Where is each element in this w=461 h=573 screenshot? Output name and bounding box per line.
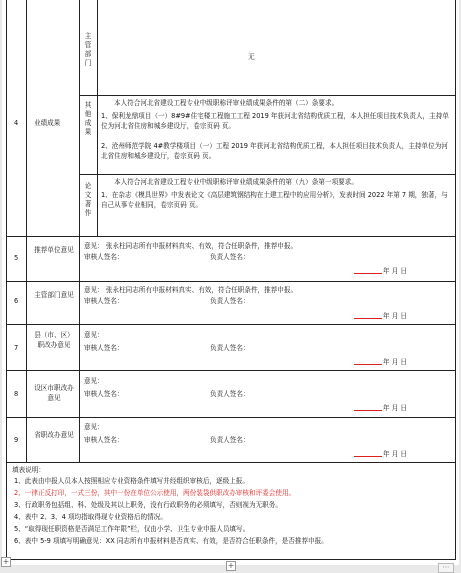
row-label: 县（市、区）职改办意见 (34, 331, 74, 349)
sub-label-dept: 主管部门 (84, 32, 92, 67)
dept-value: 无 (248, 53, 255, 61)
form-sheet (2, 0, 459, 565)
note-item: 6、表中 5-9 项填写明确意见：XX 同志所有申报材料是否真实、有效，是否符合任职条件，是否推荐申报。 (14, 537, 328, 545)
table-border-bottom (6, 559, 456, 560)
add-row-icon[interactable]: + (227, 561, 235, 570)
achievement-item: 2、沧州师范学院 4#教学楼项目（一）工程 2019 年获河北省结构优质工程，本人担任项目技术负责人，主持单位为河北省住房和城乡建设厅，卷宗页码 页。 (101, 142, 448, 160)
row-divider (6, 370, 456, 371)
sub-label-paper: 论文著作 (84, 182, 92, 217)
row-number: 4 (14, 119, 19, 127)
leader-signature-label: 负责人签名： (210, 436, 250, 444)
achievement-item: 1、保利龙鼎项目（一）8#9#住宅楼工程施工工程 2019 年获河北省结构优质工程，本人担任项目技术负责人，主持单位为河北省住房和城乡建设厅，卷宗页码 页。 (101, 112, 449, 130)
row-number: 5 (14, 254, 19, 262)
table-border-right (455, 0, 456, 560)
opinion-text: 意见： (84, 331, 104, 339)
date-field: 年 月 日 (383, 267, 407, 275)
row-number: 7 (14, 344, 19, 352)
date-field: 年 月 日 (383, 312, 407, 320)
reviewer-signature-label: 审核人签名： (84, 436, 124, 444)
row-label: 设区市职改办意见 (34, 384, 74, 402)
row-number: 8 (14, 390, 19, 398)
col-divider-label (79, 0, 80, 462)
reviewer-signature-label: 审核人签名： (84, 297, 124, 305)
signature-line (354, 318, 382, 319)
row-divider (6, 281, 456, 282)
date-field: 年 月 日 (383, 358, 407, 366)
reviewer-signature-label: 审核人签名： (84, 253, 124, 261)
opinion-text: 意见： (84, 377, 104, 385)
opinion-text: 意见： (84, 423, 104, 431)
note-item: 5、“取得现任职资格是否满足工作年限”栏，仅由小学、卫生专业申报人员填写。 (14, 525, 250, 533)
note-item-highlight: 2、一律正反打印，一式三份，其中一份在单位公示使用，两份装袋供职改办审核和评委会使用。 (14, 489, 296, 497)
paper-item: 1、在杂志《模具世界》中发表论文《高层建筑钢结构在土建工程中的应用分析》，发表时间 2022 年第 7 期，独著，与自己从事专业相同，卷宗页码 页。 (101, 191, 448, 209)
scroll-handle-icon[interactable]: ⋯ (438, 563, 454, 573)
leader-signature-label: 负责人签名： (210, 253, 250, 261)
signature-line (354, 273, 382, 274)
opinion-text: 意见： 张永柱同志所有申报材料真实、有效，符合任职条件，推荐申报。 (84, 242, 298, 250)
note-item: 3、行政职务包括组、科、处级及其以上职务，没有行政职务的必须填写，否则视为无职务。 (14, 501, 282, 509)
row-divider (6, 324, 456, 325)
leader-signature-label: 负责人签名： (210, 297, 250, 305)
requirement-text: 本人符合河北省建设工程专业中级职称评审业绩成果条件的第（二）条要求。 (114, 99, 339, 107)
row-number: 9 (14, 436, 19, 444)
date-field: 年 月 日 (383, 450, 407, 458)
leader-signature-label: 负责人签名： (210, 390, 250, 398)
subrow-divider (79, 95, 456, 96)
date-field: 年 月 日 (383, 404, 407, 412)
table-move-handle-icon[interactable]: + (2, 557, 10, 566)
opinion-text: 意见： 张永柱同志所有申报材料真实、有效，符合任职条件，推荐申报。 (84, 286, 298, 294)
col-divider-sub (97, 0, 98, 236)
notes-title: 填表说明： (12, 466, 45, 474)
row-label: 主管部门意见 (34, 291, 74, 299)
row-divider (6, 417, 456, 418)
row-divider (6, 462, 456, 463)
row-number: 6 (14, 297, 19, 305)
row-label: 省职改办意见 (34, 431, 74, 439)
note-item: 1、此表由申报人员本人按照相应专业资格条件填写并经组织审核后，逐级上报。 (14, 477, 249, 485)
signature-line (354, 410, 382, 411)
reviewer-signature-label: 审核人签名： (84, 390, 124, 398)
notes-border-left (6, 462, 7, 560)
table-border-left (6, 0, 7, 462)
leader-signature-label: 负责人签名： (210, 344, 250, 352)
note-item: 4、表中 2、3、4 项均指取得现专业资格后的情况。 (14, 513, 167, 521)
sub-label-other: 其他成果 (84, 101, 92, 136)
requirement-text: 本人符合河北省建设工程专业中级职称评审业绩成果条件的第（九）条第一项要求。 (114, 178, 358, 186)
row-label: 推荐单位意见 (34, 246, 74, 254)
col-divider-num (26, 0, 27, 462)
signature-line (354, 456, 382, 457)
reviewer-signature-label: 审核人签名： (84, 344, 124, 352)
row-divider (6, 236, 456, 237)
subrow-divider (79, 174, 456, 175)
signature-line (354, 364, 382, 365)
row-label: 业绩成果 (34, 119, 61, 127)
